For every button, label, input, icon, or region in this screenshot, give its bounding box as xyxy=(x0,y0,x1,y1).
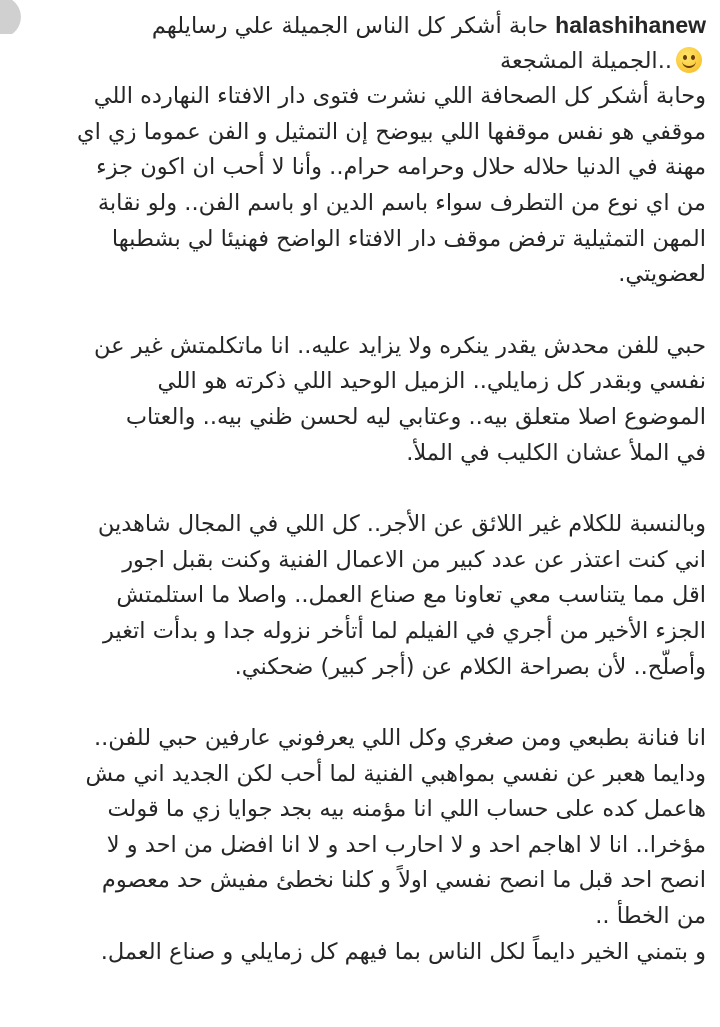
caption-line: وحابة أشكر كل الصحافة اللي نشرت فتوى دار الافتاء النهارده اللي xyxy=(93,83,706,110)
username-link[interactable]: halashihanew xyxy=(555,12,706,38)
caption-line: اقل مما يتناسب معي تعاونا مع صناع العمل.. واصلا ما استلمتش xyxy=(116,582,706,609)
caption-intro-line xyxy=(14,8,706,44)
caption-line: ودايما هعبر عن نفسي بمواهبي الفنية لما أحب لكن الجديد اني مش xyxy=(85,760,706,787)
caption-line: انا فنانة بطبعي ومن صغري وكل اللي يعرفوني عارفين حبي للفن.. xyxy=(93,725,706,752)
caption-line: وبالنسبة للكلام غير اللائق عن الأجر.. كل اللي في المجال شاهدين xyxy=(97,511,706,538)
caption-line: الموضوع اصلا متعلق بيه.. وعتابي ليه لحسن ظني بيه.. والعتاب xyxy=(125,403,706,430)
caption-line: موقفي هو نفس موقفها اللي بيوضح إن التمثيل و الفن عموما زي اي xyxy=(77,118,706,145)
caption-intro-text: حابة أشكر كل الناس الجميلة علي رسايلهم xyxy=(151,13,549,39)
paragraph-gap xyxy=(14,293,706,329)
smiling-face-emoji-icon xyxy=(676,47,702,73)
paragraph-gap xyxy=(14,685,706,721)
caption-line: المهن التمثيلية ترفض موقف دار الافتاء الواضح فهنيئا لي بشطبها xyxy=(111,225,706,252)
caption-intro-text-2: ..الجميلة المشجعة xyxy=(499,47,672,74)
paragraph-gap xyxy=(14,471,706,507)
caption-text xyxy=(14,8,706,970)
caption-line: نفسي وبقدر كل زمايلي.. الزميل الوحيد اللي ذكرته هو اللي xyxy=(157,368,706,395)
caption-line: من اي نوع من التطرف سواء باسم الدين او باسم الفن.. ولو نقابة xyxy=(97,189,706,216)
caption-line: لعضويتي. xyxy=(618,261,706,288)
caption-intro-line-2 xyxy=(14,44,706,80)
caption-line: وأصلّح.. لأن بصراحة الكلام عن (أجر كبير) ضحكني. xyxy=(234,653,706,680)
caption-line: حبي للفن محدش يقدر ينكره ولا يزايد عليه.. انا ماتكلمتش غير عن xyxy=(94,332,706,359)
caption-line: انصح احد قبل ما انصح نفسي اولاً و كلنا نخطئ مفيش حد معصوم xyxy=(101,867,706,894)
caption-line: مؤخرا.. انا لا اهاجم احد و لا احارب احد و لا انا افضل من احد و لا xyxy=(106,831,706,858)
caption-line: الجزء الأخير من أجري في الفيلم لما أتأخر نزوله جدا و بدأت اتغير xyxy=(102,617,706,644)
caption-line: من الخطأ .. xyxy=(595,903,706,930)
caption-line: و بتمني الخير دايماً لكل الناس بما فيهم كل زمايلي و صناع العمل. xyxy=(100,938,706,965)
caption-paragraphs xyxy=(14,79,706,970)
caption-line: هاعمل كده على حساب اللي انا مؤمنه بيه بجد جوايا زي ما قولت xyxy=(107,796,706,823)
caption-line: اني كنت اعتذر عن عدد كبير من الاعمال الفنية وكنت بقبل اجور xyxy=(122,546,706,573)
caption-line: مهنة في الدنيا حلاله حلال وحرامه حرام.. وأنا لا أحب ان اكون جزء xyxy=(96,154,706,181)
caption-line: في الملأ عشان الكليب في الملأ. xyxy=(406,439,706,466)
